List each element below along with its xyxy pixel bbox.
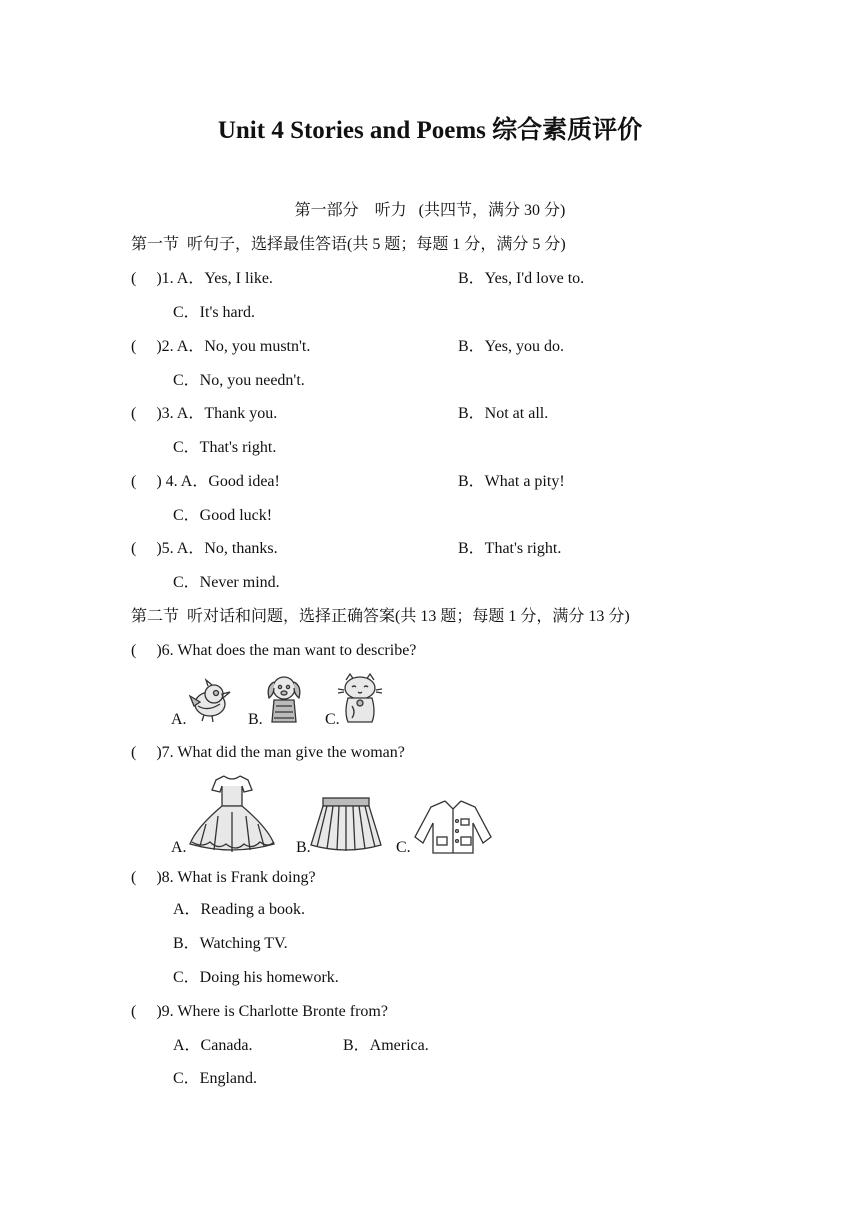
question-5: ( )5. A．No, thanks. bbox=[131, 540, 278, 557]
question-6: ( )6. What does the man want to describe? bbox=[131, 642, 417, 659]
question-9-option-c: C．England. bbox=[173, 1070, 257, 1087]
question-4-option-b: B．What a pity! bbox=[458, 473, 565, 490]
question-8-option-a: A．Reading a book. bbox=[173, 901, 305, 918]
bird-icon bbox=[186, 676, 236, 724]
question-4-option-c: C．Good luck! bbox=[173, 507, 273, 524]
question-7-label-a: A. bbox=[171, 839, 187, 856]
cat-icon bbox=[338, 672, 382, 726]
part-heading: 第一部分 听力 (共四节，满分 30 分) bbox=[294, 202, 566, 219]
question-5-option-c: C．Never mind. bbox=[173, 574, 280, 591]
question-7-label-c: C. bbox=[396, 839, 411, 856]
question-2: ( )2. A．No, you mustn't. bbox=[131, 338, 311, 355]
question-6-label-c: C. bbox=[325, 711, 340, 728]
question-1-option-c: C．It's hard. bbox=[173, 304, 255, 321]
question-9-option-a: A．Canada. bbox=[173, 1037, 253, 1054]
question-6-label-b: B. bbox=[248, 711, 263, 728]
question-7: ( )7. What did the man give the woman? bbox=[131, 744, 405, 761]
skirt-icon bbox=[309, 795, 383, 853]
question-5-option-b: B．That's right. bbox=[458, 540, 562, 557]
question-3: ( )3. A．Thank you. bbox=[131, 405, 278, 422]
question-8: ( )8. What is Frank doing? bbox=[131, 869, 316, 886]
dress-icon bbox=[186, 772, 278, 856]
question-9: ( )9. Where is Charlotte Bronte from? bbox=[131, 1003, 388, 1020]
question-1: ( )1. A．Yes, I like. bbox=[131, 270, 273, 287]
question-1-option-b: B．Yes, I'd love to. bbox=[458, 270, 585, 287]
page-title: Unit 4 Stories and Poems 综合素质评价 bbox=[217, 117, 643, 144]
question-8-option-c: C．Doing his homework. bbox=[173, 969, 339, 986]
question-2-option-c: C．No, you needn't. bbox=[173, 372, 305, 389]
question-7-label-b: B. bbox=[296, 839, 311, 856]
question-3-option-c: C．That's right. bbox=[173, 439, 277, 456]
section2-heading: 第二节 听对话和问题，选择正确答案(共 13 题；每题 1 分，满分 13 分) bbox=[131, 608, 630, 625]
question-3-option-b: B．Not at all. bbox=[458, 405, 549, 422]
question-4: ( ) 4. A．Good idea! bbox=[131, 473, 280, 490]
question-8-option-b: B．Watching TV. bbox=[173, 935, 288, 952]
question-9-option-b: B．America. bbox=[343, 1037, 429, 1054]
question-6-label-a: A. bbox=[171, 711, 187, 728]
jacket-icon bbox=[411, 797, 495, 857]
question-2-option-b: B．Yes, you do. bbox=[458, 338, 564, 355]
section1-heading: 第一节 听句子，选择最佳答语(共 5 题；每题 1 分，满分 5 分) bbox=[131, 236, 566, 253]
dog-icon bbox=[262, 672, 308, 726]
